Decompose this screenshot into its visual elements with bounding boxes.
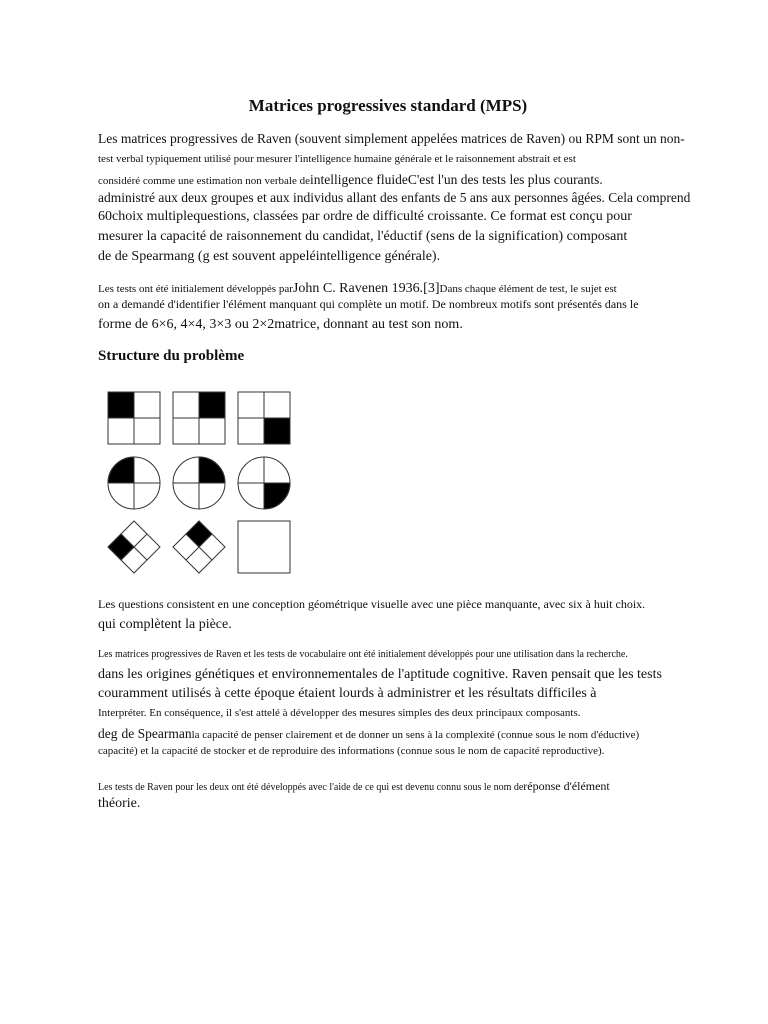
matrix-cell-circle-top-right <box>173 457 225 509</box>
matrix-cell-circle-top-left <box>108 457 160 509</box>
intro-line-5 <box>98 209 632 225</box>
history-line-1-text: Les tests ont été initialement développés par <box>98 283 293 295</box>
matrix-link[interactable]: matrice <box>274 317 317 332</box>
origins-line-5-de: de <box>98 726 111 741</box>
intro-line-3-text: considéré comme une estimation non verbale de <box>98 175 310 187</box>
history-year: en 1936. <box>374 281 424 296</box>
intro-line-5-tail: questions, classées par ordre de difficulté croissante. Ce format est conçu pour <box>193 209 632 224</box>
matrix-cell-diamond-top <box>173 521 225 573</box>
intro-line-3-tail: C'est l'un des tests les plus courants. <box>407 172 603 187</box>
theory-line-2: théorie. <box>98 796 141 811</box>
origins-line-2: dans les origines génétiques et environnementales de l'aptitude cognitive. Raven pensait que les tests <box>98 667 662 682</box>
citation-3[interactable]: [3] <box>423 281 440 296</box>
origins-line-5-tail: la capacité de penser clairement et de donner un sens à la complexité (connue sous le nom d'éductive) <box>191 729 640 741</box>
theory-line-1-text: Les tests de Raven pour les deux ont été développés avec l'aide de ce qui est devenu connu sous le nom de <box>98 782 524 793</box>
matrix-cell-circle-bottom-right <box>238 457 290 509</box>
multiple-choice-link[interactable]: choix multiple <box>112 209 194 224</box>
spearman-link[interactable]: de Spearman <box>114 249 188 264</box>
john-raven-link[interactable]: John C. Raven <box>292 281 375 296</box>
page-title: Matrices progressives standard (MPS) <box>248 96 528 115</box>
matrix-cell-diamond-left <box>108 521 160 573</box>
item-response-theory-link[interactable]: réponse d'élément <box>523 779 610 793</box>
intro-line-7 <box>98 249 440 265</box>
intro-line-2: test verbal typiquement utilisé pour mesurer l'intelligence humaine générale et le raisonnement abstrait et est <box>98 153 576 165</box>
origins-line-6: capacité) et la capacité de stocker et de reproduire des informations (connue sous le nom de capacité reproductive). <box>98 745 605 757</box>
intro-line-3 <box>98 171 603 189</box>
questions-line-2: qui complètent la pièce. <box>98 617 232 632</box>
history-line-2: on a demandé d'identifier l'élément manquant qui complète un motif. De nombreux motifs sont présentés dans le <box>98 297 639 311</box>
history-line-3-tail: , donnant au test son nom. <box>316 317 463 332</box>
intro-line-1: Les matrices progressives de Raven (souvent simplement appelées matrices de Raven) ou RPM sont un non- <box>98 131 685 146</box>
theory-line-1 <box>98 777 610 795</box>
history-line-1-tail: Dans chaque élément de test, le sujet est <box>439 283 617 295</box>
questions-line-1: Les questions consistent en une conception géométrique visuelle avec une pièce manquante, avec six à huit choix. <box>98 597 646 611</box>
history-line-3-text: forme de 6×6, 4×4, 3×3 ou 2×2 <box>98 317 275 332</box>
general-intelligence-link[interactable]: intelligence générale). <box>315 249 441 264</box>
intro-line-7-g: g (g est souvent appelé <box>187 249 316 264</box>
intro-line-4: administré aux deux groupes et aux individus allant des enfants de 5 ans aux personnes âgées. Cela comprend <box>98 190 691 205</box>
raven-matrix-figure <box>106 390 296 576</box>
matrix-cell-square-bottom-right <box>238 392 290 444</box>
origins-spearman-link[interactable]: de Spearman <box>121 726 192 741</box>
origins-line-5 <box>98 725 639 743</box>
matrix-cell-square-top-right <box>173 392 225 444</box>
origins-line-1: Les matrices progressives de Raven et les tests de vocabulaire ont été initialement développés pour une utilisation dans la recherche. <box>98 649 628 660</box>
origins-line-4: Interpréter. En conséquence, il s'est attelé à développer des mesures simples des deux principaux composants. <box>98 707 581 719</box>
intro-line-7-de: de <box>98 249 112 264</box>
origins-line-5-g: g <box>110 726 118 741</box>
history-line-3 <box>98 317 463 333</box>
section-heading: Structure du problème <box>98 348 245 364</box>
fluid-intelligence-link[interactable]: intelligence fluide <box>309 172 408 187</box>
matrix-cell-missing <box>238 521 290 573</box>
origins-line-3: couramment utilisés à cette époque étaient lourds à administrer et les résultats difficiles à <box>98 686 597 701</box>
intro-line-6: mesurer la capacité de raisonnement du candidat, l'éductif (sens de la signification) composant <box>98 229 628 244</box>
intro-line-5-count: 60 <box>98 209 112 224</box>
matrix-cell-square-top-left <box>108 392 160 444</box>
history-line-1 <box>98 279 617 297</box>
